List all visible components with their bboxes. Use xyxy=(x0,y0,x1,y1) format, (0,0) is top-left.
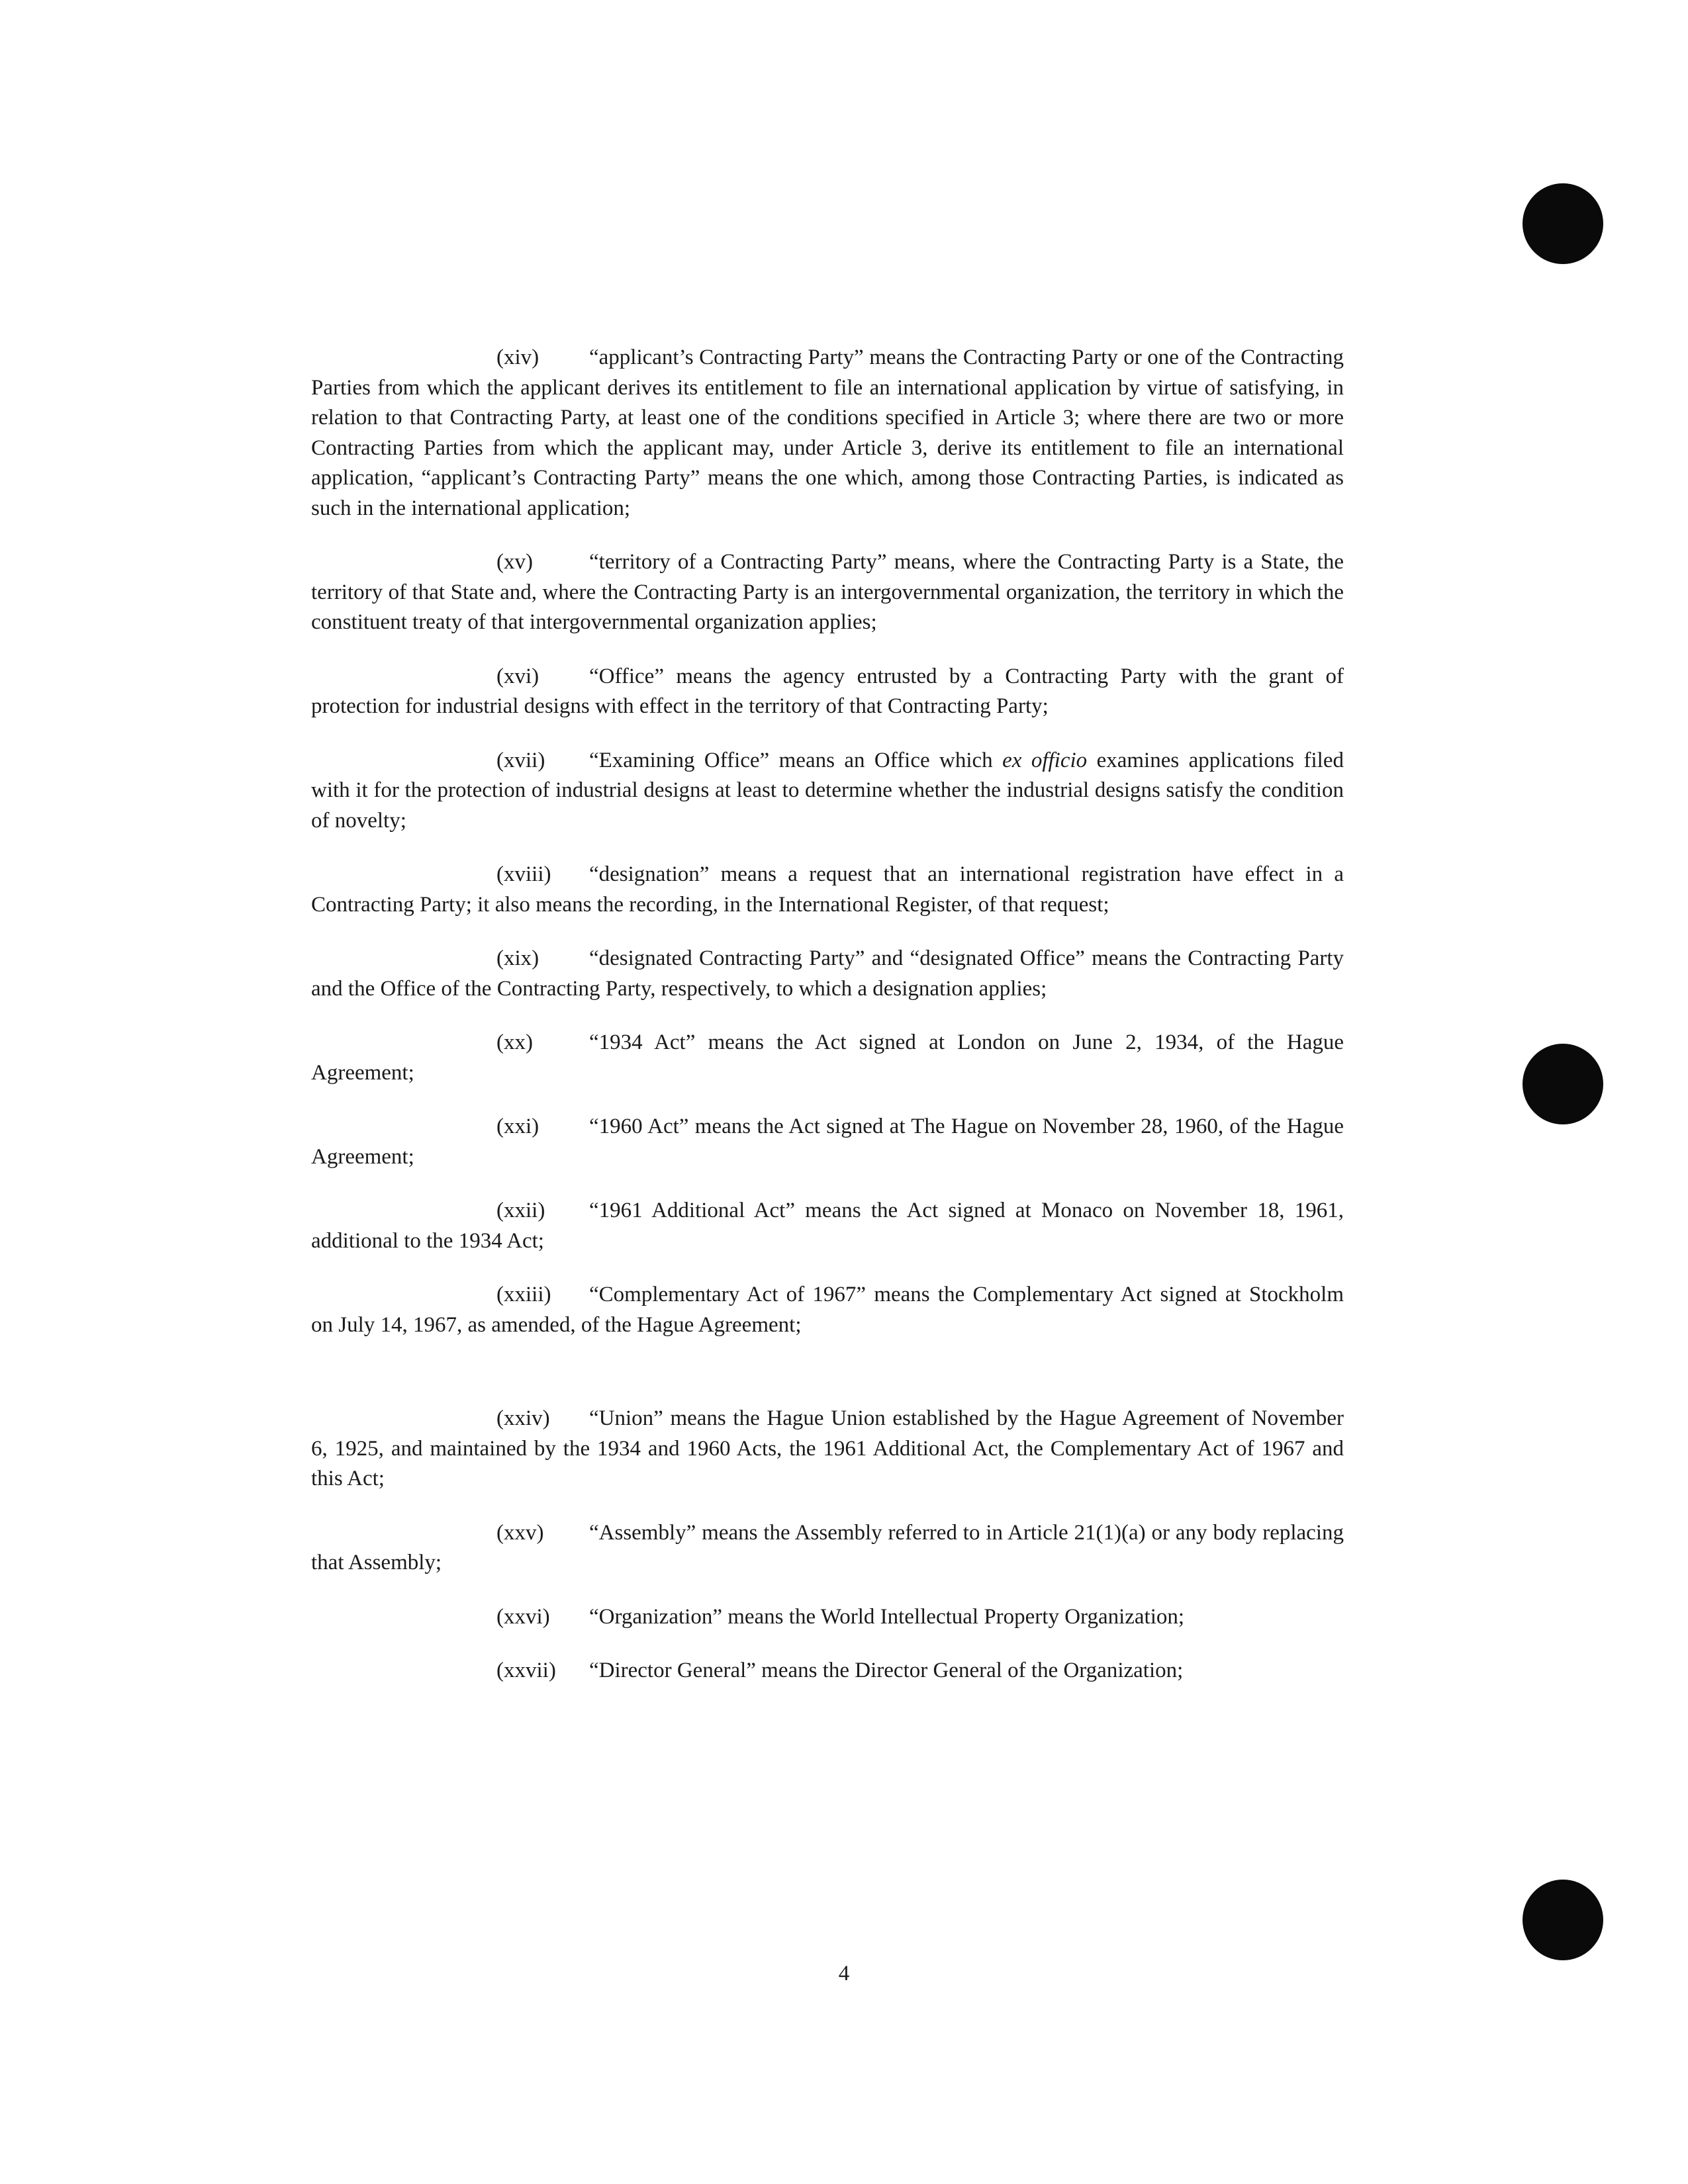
definition-text: “applicant’s Contracting Party” means the Contracting Party or one of the Contracting Parties from which the applicant derives its entitlement to file an international application by virtue of satisfying, in relation to that Contracting Party, at least one of the conditions specified in Article 3; where there are two or more Contracting Parties from which the applicant may, under Article 3, derive its entitlement to file an international application, “applicant’s Contracting Party” means the one which, among those Contracting Parties, is indicated as such in the international application; xyxy=(311,345,1344,520)
definition-xx xyxy=(311,1028,1344,1088)
definition-xix xyxy=(311,944,1344,1004)
item-number: (xxi) xyxy=(496,1115,539,1138)
definition-text: “Complementary Act of 1967” means the Complementary Act signed at Stockholm on July 14, 1967, as amended, of the Hague Agreement; xyxy=(311,1283,1344,1337)
item-number: (xxiv) xyxy=(496,1406,550,1430)
definition-text: “1960 Act” means the Act signed at The Hague on November 28, 1960, of the Hague Agreement; xyxy=(311,1115,1344,1169)
definition-text: “Assembly” means the Assembly referred to in Article 21(1)(a) or any body replacing that Assembly; xyxy=(311,1520,1344,1574)
definition-text: “Office” means the agency entrusted by a Contracting Party with the grant of protection for industrial designs with effect in the territory of that Contracting Party; xyxy=(311,664,1344,718)
item-number: (xviii) xyxy=(496,862,551,886)
latin-term: ex officio xyxy=(1002,748,1088,772)
definition-xviii xyxy=(311,860,1344,920)
item-number: (xxii) xyxy=(496,1199,545,1222)
document-body xyxy=(311,343,1344,1710)
page-number: 4 xyxy=(838,1962,850,1985)
definition-xvii xyxy=(311,746,1344,837)
definition-xiv xyxy=(311,343,1344,523)
definition-text-after: examines applications filed with it for the protection of industrial designs at least to determine whether the industrial designs satisfy the condition of novelty; xyxy=(311,748,1344,833)
definition-xxiii xyxy=(311,1280,1344,1340)
punch-hole-top xyxy=(1523,183,1603,264)
punch-hole-middle xyxy=(1523,1044,1603,1124)
item-number: (xxv) xyxy=(496,1520,544,1545)
definition-xvi xyxy=(311,662,1344,722)
item-number: (xx) xyxy=(496,1030,533,1054)
definition-text: “Director General” means the Director General of the Organization; xyxy=(589,1659,1184,1682)
definition-text: “designated Contracting Party” and “designated Office” means the Contracting Party and the Office of the Contracting Party, respectively, to which a designation applies; xyxy=(311,946,1344,1001)
item-number: (xiv) xyxy=(496,345,539,369)
item-number: (xxvi) xyxy=(496,1604,550,1629)
definition-text-before: “Examining Office” means an Office which xyxy=(589,748,1003,772)
definition-xxi xyxy=(311,1112,1344,1172)
definition-text: “1934 Act” means the Act signed at London on June 2, 1934, of the Hague Agreement; xyxy=(311,1030,1344,1085)
definition-xxvi xyxy=(311,1602,1344,1633)
item-number: (xxvii) xyxy=(496,1659,556,1682)
item-number: (xix) xyxy=(496,946,539,970)
definition-xxvii xyxy=(311,1656,1344,1686)
definition-xxv xyxy=(311,1518,1344,1578)
item-number: (xvii) xyxy=(496,748,545,772)
definition-text: “territory of a Contracting Party” means, where the Contracting Party is a State, the territory of that State and, where the Contracting Party is an intergovernmental organization, the territory in which the constituent treaty of that intergovernmental organization applies; xyxy=(311,550,1344,634)
item-number: (xv) xyxy=(496,550,533,574)
definition-text: “designation” means a request that an international registration have effect in a Contracting Party; it also means the recording, in the International Register, of that request; xyxy=(311,862,1344,917)
definition-xxiv xyxy=(311,1404,1344,1494)
definition-xv xyxy=(311,547,1344,638)
punch-hole-bottom xyxy=(1523,1880,1603,1960)
definition-text: “1961 Additional Act” means the Act signed at Monaco on November 18, 1961, additional to the 1934 Act; xyxy=(311,1199,1344,1253)
definition-xxii xyxy=(311,1196,1344,1256)
item-number: (xxiii) xyxy=(496,1283,551,1306)
definition-text: “Union” means the Hague Union established by the Hague Agreement of November 6, 1925, and maintained by the 1934 and 1960 Acts, the 1961 Additional Act, the Complementary Act of 1967 and this Act; xyxy=(311,1406,1344,1490)
definition-text: “Organization” means the World Intellectual Property Organization; xyxy=(589,1604,1185,1629)
item-number: (xvi) xyxy=(496,664,539,688)
